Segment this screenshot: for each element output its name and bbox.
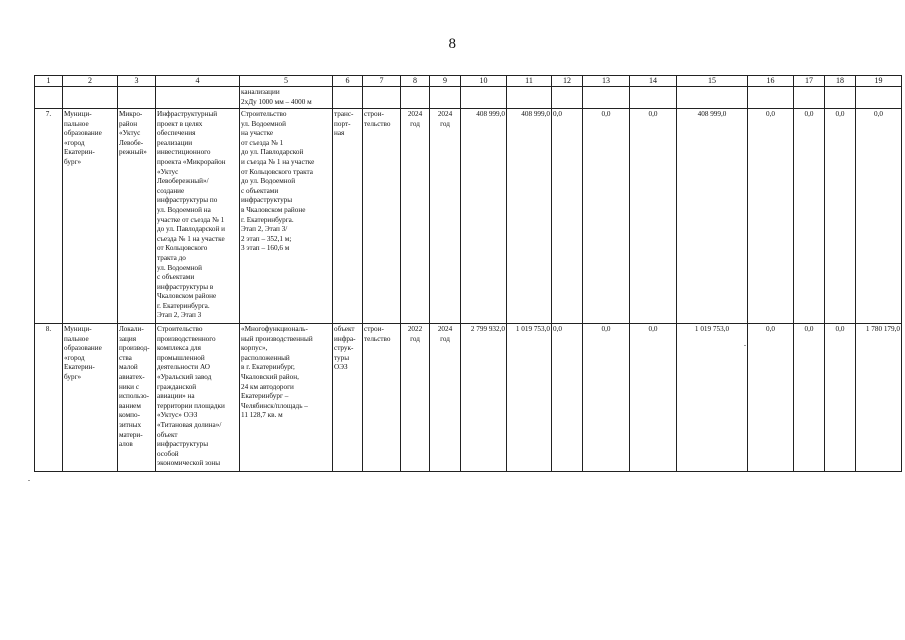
col-header: 18 — [825, 76, 856, 87]
col-header: 10 — [461, 76, 507, 87]
amount-cell: 1 019 753,0 — [507, 324, 552, 472]
col-header: 4 — [156, 76, 240, 87]
col-header: 14 — [630, 76, 677, 87]
col-header: 2 — [63, 76, 118, 87]
table-cell — [35, 87, 63, 109]
col-header: 11 — [507, 76, 552, 87]
amount-cell: 0,0 — [748, 324, 794, 472]
page-number: 8 — [448, 36, 457, 52]
work-cell: строи- тельство — [363, 324, 401, 472]
amount-cell: 0,0 — [825, 109, 856, 324]
amount-cell: 0,0 — [552, 324, 583, 472]
amount-cell: 408 999,0 — [677, 109, 748, 324]
work-cell: строи- тельство — [363, 109, 401, 324]
table-cell — [333, 87, 363, 109]
table-cell — [118, 87, 156, 109]
amount-cell: 0,0 — [583, 109, 630, 324]
table-row — [35, 324, 902, 472]
amount-cell: 0,0 — [794, 109, 825, 324]
col-header: 12 — [552, 76, 583, 87]
end-year-cell: 2024 год — [430, 109, 461, 324]
project-cell: Строительство производственного комплекса для промышленной деятельности АО «Уральский завод гражданской авиации» на территории площадки «Уктус» ОЭЗ «Титановая долина»/ объект инфраструктуры особой экономической зоны — [156, 324, 240, 472]
table-cell — [401, 87, 430, 109]
continuation-object-cell: канализации 2хДу 1000 мм – 4000 м — [240, 87, 333, 109]
municipality-cell: Муници- пальное образование «город Екатерин- бург» — [63, 109, 118, 324]
table-cell — [794, 87, 825, 109]
amount-cell: 0,0 — [794, 324, 825, 472]
table-cell — [363, 87, 401, 109]
table-cell — [630, 87, 677, 109]
amount-cell: 0,0 — [630, 109, 677, 324]
object-cell: Строительство ул. Водоемной на участке от съезда № 1 до ул. Павлодарской и съезда № 1 на участке от Кольцовского тракта до ул. Водоемной с объектами инфраструктуры в Чкаловском районе г. Екатеринбурга. Этап 2, Этап 3/ 2 этап – 352,1 м; 3 этап – 160,6 м — [240, 109, 333, 324]
district-cell: Микро- район «Уктус Левобе- режный» — [118, 109, 156, 324]
start-year-cell: 2022 год — [401, 324, 430, 472]
col-header: 19 — [856, 76, 902, 87]
col-header: 16 — [748, 76, 794, 87]
type-cell: транс- порт- ная — [333, 109, 363, 324]
column-number-row — [35, 76, 902, 87]
col-header: 5 — [240, 76, 333, 87]
municipality-cell: Муници- пальное образование «город Екатерин- бург» — [63, 324, 118, 472]
col-header: 8 — [401, 76, 430, 87]
col-header: 9 — [430, 76, 461, 87]
table-cell — [430, 87, 461, 109]
start-year-cell: 2024 год — [401, 109, 430, 324]
continuation-row — [35, 87, 902, 109]
table-row — [35, 109, 902, 324]
amount-cell: 0,0 — [630, 324, 677, 472]
table-cell — [156, 87, 240, 109]
col-header: 7 — [363, 76, 401, 87]
amount-cell: 0,0 — [856, 109, 902, 324]
scan-speck — [28, 480, 30, 481]
amount-cell: 1 019 753,0 — [677, 324, 748, 472]
amount-cell: 1 780 179,0 — [856, 324, 902, 472]
table-cell — [63, 87, 118, 109]
table-cell — [552, 87, 583, 109]
investment-projects-table — [34, 75, 902, 472]
col-header: 6 — [333, 76, 363, 87]
col-header: 1 — [35, 76, 63, 87]
scan-speck — [744, 345, 746, 346]
table-cell — [825, 87, 856, 109]
table-cell — [748, 87, 794, 109]
table-cell — [461, 87, 507, 109]
district-cell: Локали- зация производ- ства малой авиатех- ники с использо- ванием компо- зитных матери- алов — [118, 324, 156, 472]
table-cell — [677, 87, 748, 109]
col-header: 3 — [118, 76, 156, 87]
amount-cell: 0,0 — [825, 324, 856, 472]
amount-cell: 0,0 — [583, 324, 630, 472]
amount-cell: 0,0 — [552, 109, 583, 324]
amount-cell: 408 999,0 — [461, 109, 507, 324]
object-cell: «Многофункциональ- ный производственный корпус», расположенный в г. Екатеринбург, Чкаловский район, 24 км автодороги Екатеринбург – Челябинск/площадь – 11 128,7 кв. м — [240, 324, 333, 472]
table-cell — [507, 87, 552, 109]
amount-cell: 408 999,0 — [507, 109, 552, 324]
row-number-cell: 8. — [35, 324, 63, 472]
amount-cell: 2 799 932,0 — [461, 324, 507, 472]
col-header: 13 — [583, 76, 630, 87]
table-cell — [583, 87, 630, 109]
col-header: 15 — [677, 76, 748, 87]
col-header: 17 — [794, 76, 825, 87]
type-cell: объект инфра- струк- туры ОЭЗ — [333, 324, 363, 472]
amount-cell: 0,0 — [748, 109, 794, 324]
row-number-cell: 7. — [35, 109, 63, 324]
end-year-cell: 2024 год — [430, 324, 461, 472]
project-cell: Инфраструктурный проект в целях обеспечения реализации инвестиционного проекта «Микрорайон «Уктус Левобережный»/ создание инфраструктуры по ул. Водоемной на участке от съезда № 1 до ул. Павлодарской и съезда № 1 на участке от Кольцовского тракта до ул. Водоемной с объектами инфраструктуры в Чкаловском районе г. Екатеринбурга. Этап 2, Этап 3 — [156, 109, 240, 324]
table-cell — [856, 87, 902, 109]
